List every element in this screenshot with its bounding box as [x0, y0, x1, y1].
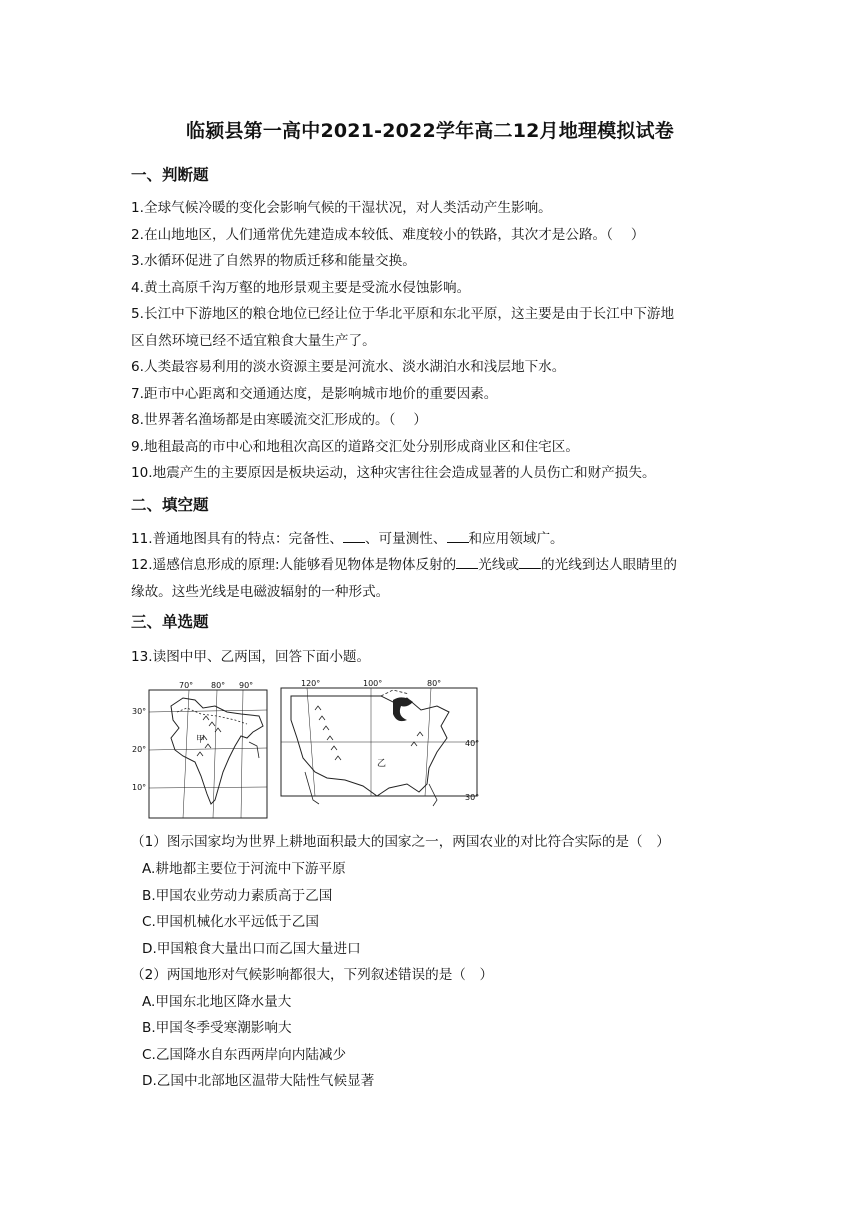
judge-item-5-cont: 区自然环境已经不适宜粮食大量生产了。 [131, 333, 376, 349]
exam-title: 临颍县第一高中2021-2022学年高二12月地理模拟试卷 [186, 120, 674, 142]
left-map-lat-label: 10° [132, 783, 147, 792]
q13-sub2-option-d[interactable]: D.乙国中北部地区温带大陆性气候显著 [142, 1073, 375, 1089]
left-map-lat-label: 20° [132, 745, 147, 754]
fill-item-12 [131, 555, 677, 575]
left-map-country-label: 甲 [196, 735, 206, 745]
fill-12-text-a: 12.遥感信息形成的原理:人能够看见物体是物体反射的 [131, 557, 457, 573]
q13-sub1-option-a[interactable]: A.耕地都主要位于河流中下游平原 [142, 861, 346, 877]
fill-12-text-c: 的光线到达人眼睛里的 [541, 557, 677, 573]
judge-item-4: 4.黄土高原千沟万壑的地形景观主要是受流水侵蚀影响。 [131, 280, 471, 296]
q13-sub2-option-a[interactable]: A.甲国东北地区降水量大 [142, 994, 292, 1010]
left-map-frame [149, 690, 267, 818]
q13-sub2-option-c[interactable]: C.乙国降水自东西两岸向内陆减少 [142, 1047, 347, 1063]
fill-blank[interactable] [456, 556, 478, 569]
right-map-lat-label: 40° [465, 739, 480, 748]
judge-item-3: 3.水循环促进了自然界的物质迁移和能量交换。 [131, 253, 416, 269]
right-map-lon-label: 80° [427, 679, 442, 688]
fill-blank[interactable] [519, 556, 541, 569]
left-map-lon-label: 90° [239, 681, 254, 690]
fill-11-text-c: 和应用领域广。 [468, 531, 564, 547]
fill-item-11 [131, 529, 564, 549]
q13-map-figure [131, 676, 483, 826]
q13-sub1-stem: （1）图示国家均为世界上耕地面积最大的国家之一，两国农业的对比符合实际的是（ ） [131, 834, 670, 850]
right-map-country-label: 乙 [377, 759, 387, 769]
judge-item-8: 8.世界著名渔场都是由寒暖流交汇形成的。（ ） [131, 412, 427, 428]
q13-sub2-option-b[interactable]: B.甲国冬季受寒潮影响大 [142, 1020, 292, 1036]
q13-sub2-stem: （2）两国地形对气候影响都很大，下列叙述错误的是（ ） [131, 967, 494, 983]
section-heading-single-choice: 三、单选题 [131, 613, 209, 631]
fill-11-text-b: 、可量测性、 [364, 531, 447, 547]
left-map-lat-label: 30° [132, 707, 147, 716]
judge-item-10: 10.地震产生的主要原因是板块运动，这种灾害往往会造成显著的人员伤亡和财产损失。 [131, 465, 656, 481]
q13-sub1-option-b[interactable]: B.甲国农业劳动力素质高于乙国 [142, 888, 333, 904]
fill-11-text-a: 11.普通地图具有的特点：完备性、 [131, 531, 343, 547]
judge-item-9: 9.地租最高的市中心和地租次高区的道路交汇处分别形成商业区和住宅区。 [131, 439, 579, 455]
q13-sub1-option-d[interactable]: D.甲国粮食大量出口而乙国大量进口 [142, 941, 361, 957]
left-map-lon-label: 80° [211, 681, 226, 690]
judge-item-1: 1.全球气候冷暖的变化会影响气候的干湿状况，对人类活动产生影响。 [131, 200, 552, 216]
q13-sub1-option-c[interactable]: C.甲国机械化水平远低于乙国 [142, 914, 319, 930]
judge-item-6: 6.人类最容易利用的淡水资源主要是河流水、淡水湖泊水和浅层地下水。 [131, 359, 566, 375]
fill-blank[interactable] [447, 530, 469, 543]
judge-item-7: 7.距市中心距离和交通通达度，是影响城市地价的重要因素。 [131, 386, 498, 402]
judge-item-2: 2.在山地地区，人们通常优先建造成本较低、难度较小的铁路，其次才是公路。（ ） [131, 227, 645, 243]
fill-12-text-b: 光线或 [478, 557, 520, 573]
right-map-lon-label: 100° [363, 679, 383, 688]
fill-item-12-cont: 缘故。这些光线是电磁波辐射的一种形式。 [131, 584, 390, 600]
left-map-country-outline [171, 698, 263, 804]
right-map-lon-label: 120° [301, 679, 321, 688]
right-map-lat-label: 30° [465, 793, 480, 802]
left-map-lon-label: 70° [179, 681, 194, 690]
q13-stem: 13.读图中甲、乙两国，回答下面小题。 [131, 649, 371, 665]
right-map-country-outline [291, 696, 449, 796]
judge-item-5: 5.长江中下游地区的粮仓地位已经让位于华北平原和东北平原，这主要是由于长江中下游地 [131, 306, 675, 322]
fill-blank[interactable] [343, 530, 365, 543]
section-heading-fill: 二、填空题 [131, 496, 209, 514]
section-heading-judgement: 一、判断题 [131, 166, 209, 184]
